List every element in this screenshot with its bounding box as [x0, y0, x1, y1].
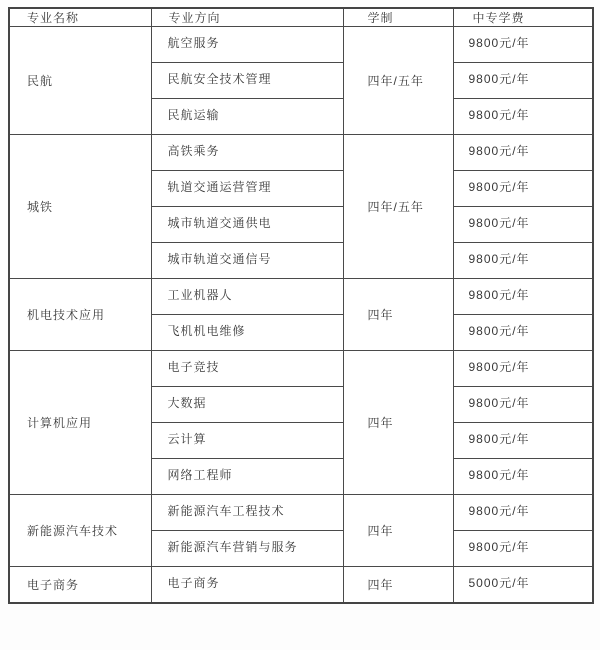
tuition-table [8, 7, 594, 604]
major-name-cell: 计算机应用 [9, 351, 151, 495]
fee-cell: 9800元/年 [453, 63, 593, 99]
schooling-cell: 四年 [343, 279, 453, 351]
fee-cell: 9800元/年 [453, 423, 593, 459]
table-row [9, 495, 593, 531]
col-header-major-direction: 专业方向 [151, 8, 343, 27]
major-name-cell: 机电技术应用 [9, 279, 151, 351]
table-row [9, 279, 593, 315]
direction-cell: 电子竞技 [151, 351, 343, 387]
fee-cell: 9800元/年 [453, 207, 593, 243]
fee-cell: 9800元/年 [453, 243, 593, 279]
fee-cell: 5000元/年 [453, 567, 593, 603]
col-header-tuition: 中专学费 [453, 8, 593, 27]
direction-cell: 云计算 [151, 423, 343, 459]
direction-cell: 新能源汽车营销与服务 [151, 531, 343, 567]
fee-cell: 9800元/年 [453, 171, 593, 207]
col-header-schooling-length: 学制 [343, 8, 453, 27]
fee-cell: 9800元/年 [453, 27, 593, 63]
col-header-major-name: 专业名称 [9, 8, 151, 27]
fee-cell: 9800元/年 [453, 351, 593, 387]
schooling-cell: 四年 [343, 567, 453, 603]
table-row [9, 27, 593, 63]
direction-cell: 航空服务 [151, 27, 343, 63]
schooling-cell: 四年 [343, 351, 453, 495]
direction-cell: 工业机器人 [151, 279, 343, 315]
fee-cell: 9800元/年 [453, 531, 593, 567]
direction-cell: 高铁乘务 [151, 135, 343, 171]
direction-cell: 民航安全技术管理 [151, 63, 343, 99]
fee-cell: 9800元/年 [453, 279, 593, 315]
direction-cell: 民航运输 [151, 99, 343, 135]
direction-cell: 电子商务 [151, 567, 343, 603]
fee-cell: 9800元/年 [453, 135, 593, 171]
fee-cell: 9800元/年 [453, 99, 593, 135]
fee-cell: 9800元/年 [453, 495, 593, 531]
direction-cell: 网络工程师 [151, 459, 343, 495]
fee-cell: 9800元/年 [453, 459, 593, 495]
major-name-cell: 城铁 [9, 135, 151, 279]
schooling-cell: 四年 [343, 495, 453, 567]
direction-cell: 飞机机电维修 [151, 315, 343, 351]
fee-cell: 9800元/年 [453, 315, 593, 351]
fee-cell: 9800元/年 [453, 387, 593, 423]
major-name-cell: 民航 [9, 27, 151, 135]
table-row [9, 351, 593, 387]
direction-cell: 大数据 [151, 387, 343, 423]
direction-cell: 城市轨道交通供电 [151, 207, 343, 243]
direction-cell: 轨道交通运营管理 [151, 171, 343, 207]
schooling-cell: 四年/五年 [343, 27, 453, 135]
direction-cell: 新能源汽车工程技术 [151, 495, 343, 531]
schooling-cell: 四年/五年 [343, 135, 453, 279]
major-name-cell: 新能源汽车技术 [9, 495, 151, 567]
table-row [9, 135, 593, 171]
major-name-cell: 电子商务 [9, 567, 151, 603]
table-row [9, 567, 593, 603]
header-row [9, 8, 593, 27]
direction-cell: 城市轨道交通信号 [151, 243, 343, 279]
